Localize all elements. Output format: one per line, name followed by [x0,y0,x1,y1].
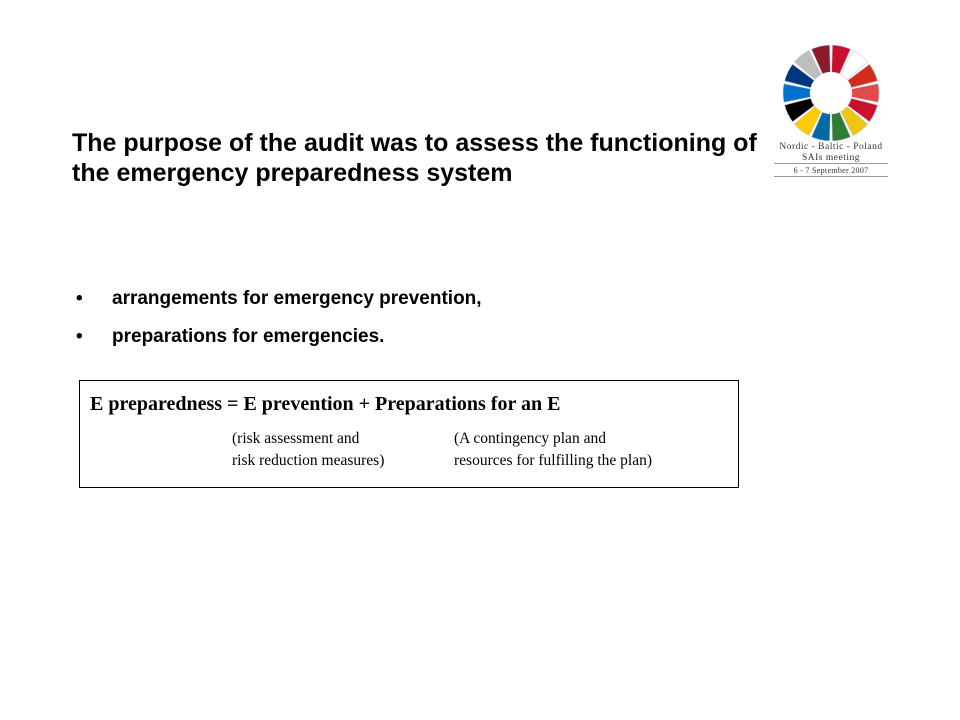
prevention-note-line: risk reduction measures) [232,452,385,469]
preparations-note-line: (A contingency plan and [454,430,606,447]
flag-ring-icon [780,42,882,144]
logo-divider [774,163,888,164]
preparations-note [454,428,652,472]
bullet-text: arrangements for emergency prevention, [112,288,482,309]
bullet-text: preparations for emergencies. [112,326,385,347]
slide-title: The purpose of the audit was to assess the functioning of the emergency preparedness system [72,129,757,187]
formula-box [79,380,739,488]
bullet-marker: • [76,288,83,309]
bullet-list [76,287,716,363]
prevention-note-line: (risk assessment and [232,430,360,447]
bullet-marker: • [76,326,83,347]
logo-line-3: 6 - 7 September 2007 [793,166,869,175]
bullet-item [76,325,716,349]
prevention-note [232,428,384,472]
bullet-item [76,287,716,311]
logo-line-1: Nordic - Baltic - Poland [779,142,883,152]
preparations-note-line: resources for fulfilling the plan) [454,452,652,469]
conference-logo [756,42,906,182]
logo-divider [774,176,888,177]
formula-equation: E preparedness = E prevention + Preparations for an E [90,393,561,415]
logo-line-2: SAIs meeting [802,153,860,163]
